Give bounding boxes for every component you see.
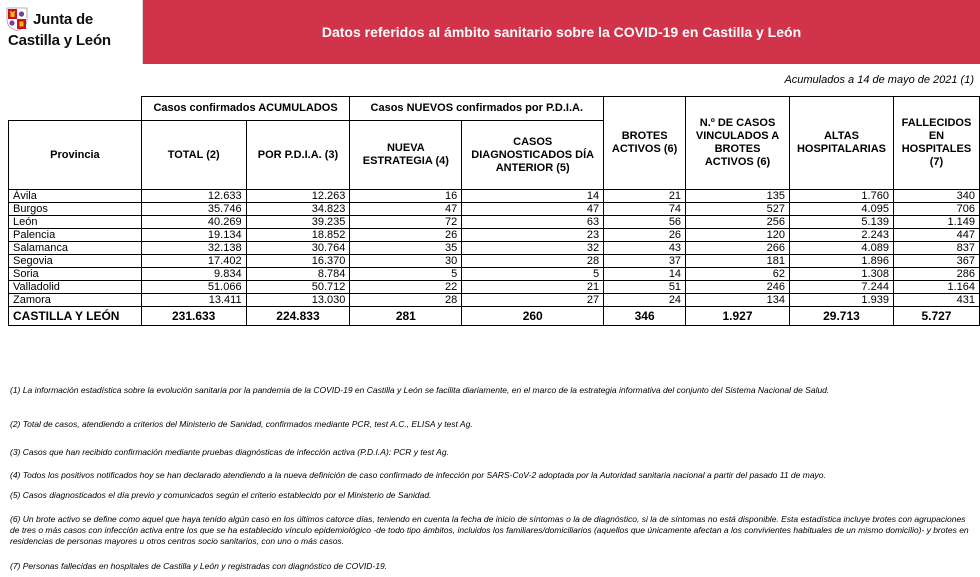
cell-vinculados: 266 — [686, 242, 790, 255]
cell-total: 19.134 — [141, 229, 246, 242]
cell-total: 17.402 — [141, 255, 246, 268]
cell-altas: 1.939 — [789, 294, 893, 307]
cell-nueva: 5 — [350, 268, 462, 281]
footnote-1: (1) La información estadística sobre la evolución sanitaria por la pandemia de la COVID-19 en Castilla y León se facilita diariamente, en el marco de la estrategia informativa del conjunto del Sistema Nacional de Salud. — [10, 385, 830, 395]
table-group-header-row — [9, 97, 980, 121]
cell-vinculados: 62 — [686, 268, 790, 281]
header-spacer — [9, 97, 142, 121]
junta-logo[interactable] — [0, 0, 143, 64]
cell-nueva: 35 — [350, 242, 462, 255]
header-pdia: POR P.D.I.A. (3) — [246, 121, 350, 190]
cell-diag: 32 — [462, 242, 604, 255]
cell-total: 35.746 — [141, 203, 246, 216]
cell-vinculados: 135 — [686, 190, 790, 203]
header-diagnosticados: CASOS DIAGNOSTICADOS DÍA ANTERIOR (5) — [462, 121, 604, 190]
total-cell-nueva: 281 — [350, 307, 462, 326]
cell-diag: 63 — [462, 216, 604, 229]
cell-diag: 23 — [462, 229, 604, 242]
cell-brotes: 51 — [604, 281, 686, 294]
cell-altas: 4.089 — [789, 242, 893, 255]
cell-altas: 2.243 — [789, 229, 893, 242]
cell-altas: 4.095 — [789, 203, 893, 216]
cell-pdia: 30.764 — [246, 242, 350, 255]
footnote-5: (5) Casos diagnosticados el día previo y comunicados según el criterio establecido por el Ministerio de Sanidad. — [10, 490, 432, 500]
group-header-nuevos: Casos NUEVOS confirmados por P.D.I.A. — [350, 97, 604, 121]
cell-fallecidos: 367 — [893, 255, 979, 268]
cell-brotes: 43 — [604, 242, 686, 255]
cell-brotes: 26 — [604, 229, 686, 242]
cell-brotes: 37 — [604, 255, 686, 268]
coat-of-arms-icon — [6, 7, 28, 31]
footnote-2: (2) Total de casos, atendiendo a criterios del Ministerio de Sanidad, confirmados mediante PCR, test A.C., ELISA y test Ag. — [10, 419, 473, 429]
total-cell-pdia: 224.833 — [246, 307, 350, 326]
cell-fallecidos: 340 — [893, 190, 979, 203]
header-vinculados: N.º DE CASOS VINCULADOS A BROTES ACTIVOS (6) — [686, 97, 790, 190]
cell-vinculados: 120 — [686, 229, 790, 242]
table-total-row — [9, 307, 980, 326]
total-cell-altas: 29.713 — [789, 307, 893, 326]
total-cell-diag: 260 — [462, 307, 604, 326]
cell-vinculados: 246 — [686, 281, 790, 294]
cell-pdia: 34.823 — [246, 203, 350, 216]
cell-nueva: 72 — [350, 216, 462, 229]
cell-total: 32.138 — [141, 242, 246, 255]
cell-nueva: 16 — [350, 190, 462, 203]
cell-vinculados: 527 — [686, 203, 790, 216]
total-cell-total: 231.633 — [141, 307, 246, 326]
cell-altas: 1.308 — [789, 268, 893, 281]
cell-brotes: 74 — [604, 203, 686, 216]
cell-fallecidos: 706 — [893, 203, 979, 216]
cell-diag: 27 — [462, 294, 604, 307]
cell-diag: 21 — [462, 281, 604, 294]
table-row — [9, 216, 980, 229]
header-nueva-estrategia: NUEVA ESTRATEGIA (4) — [350, 121, 462, 190]
cell-brotes: 56 — [604, 216, 686, 229]
cell-provincia: Valladolid — [9, 281, 142, 294]
cell-vinculados: 256 — [686, 216, 790, 229]
cell-nueva: 22 — [350, 281, 462, 294]
cell-pdia: 12.263 — [246, 190, 350, 203]
cell-provincia: Burgos — [9, 203, 142, 216]
table-row — [9, 229, 980, 242]
header-altas: ALTAS HOSPITALARIAS — [789, 97, 893, 190]
title-banner — [143, 0, 980, 64]
table-row — [9, 242, 980, 255]
cell-nueva: 28 — [350, 294, 462, 307]
logo-text-line1: Junta de — [33, 11, 94, 28]
cell-fallecidos: 447 — [893, 229, 979, 242]
header-brotes: BROTES ACTIVOS (6) — [604, 97, 686, 190]
cell-nueva: 30 — [350, 255, 462, 268]
cell-altas: 7.244 — [789, 281, 893, 294]
footnote-4: (4) Todos los positivos notificados hoy se han declarado atendiendo a la nueva definición de caso confirmado de infección por SARS-CoV-2 adoptada por la Autoridad sanitaria nacional a partir del pasado 11 de mayo. — [10, 470, 826, 480]
table-row — [9, 203, 980, 216]
cell-fallecidos: 1.164 — [893, 281, 979, 294]
cell-fallecidos: 1.149 — [893, 216, 979, 229]
cell-total: 40.269 — [141, 216, 246, 229]
cell-altas: 1.760 — [789, 190, 893, 203]
cell-fallecidos: 286 — [893, 268, 979, 281]
logo-text-line2: Castilla y León — [8, 32, 111, 49]
cell-altas: 5.139 — [789, 216, 893, 229]
total-label: CASTILLA Y LEÓN — [9, 307, 142, 326]
page-title: Datos referidos al ámbito sanitario sobre la COVID-19 en Castilla y León — [321, 24, 802, 40]
cell-diag: 28 — [462, 255, 604, 268]
cell-provincia: Ávila — [9, 190, 142, 203]
table-row — [9, 268, 980, 281]
cell-provincia: Zamora — [9, 294, 142, 307]
cell-brotes: 24 — [604, 294, 686, 307]
cell-diag: 14 — [462, 190, 604, 203]
footnote-7: (7) Personas fallecidas en hospitales de Castilla y León y registradas con diagnóstico de COVID-19. — [10, 561, 388, 571]
provinces-table — [8, 96, 980, 326]
total-cell-fallecidos: 5.727 — [893, 307, 979, 326]
cell-fallecidos: 431 — [893, 294, 979, 307]
cell-diag: 5 — [462, 268, 604, 281]
cell-diag: 47 — [462, 203, 604, 216]
footnote-6: (6) Un brote activo se define como aquel que haya tenido algún caso en los últimos catorce días, teniendo en cuenta la fecha de inicio de síntomas o la de diagnóstico, si la de síntomas no está disponible. Esta estadística incluye brotes con agrupaciones de tres o más casos con infección activa entre los que se ha establecido vínculo epidemiológico -de todo tipo ámbitos, incluidos los familiares/domiciliarios (aquellos que únicamente afectan a los convivientes habituales de un mismo domicilio)- y brotes en residencias de personas mayores u otros centros socio sanitarios, con uno o más casos. — [10, 514, 969, 546]
cell-pdia: 13.030 — [246, 294, 350, 307]
cell-provincia: Soria — [9, 268, 142, 281]
cell-vinculados: 134 — [686, 294, 790, 307]
table-row — [9, 294, 980, 307]
cell-provincia: Segovia — [9, 255, 142, 268]
table-row — [9, 190, 980, 203]
cell-pdia: 18.852 — [246, 229, 350, 242]
table-row — [9, 255, 980, 268]
header-total: TOTAL (2) — [141, 121, 246, 190]
table-row — [9, 281, 980, 294]
cell-provincia: Palencia — [9, 229, 142, 242]
cell-pdia: 39.235 — [246, 216, 350, 229]
cell-vinculados: 181 — [686, 255, 790, 268]
group-header-acumulados: Casos confirmados ACUMULADOS — [141, 97, 350, 121]
date-note: Acumulados a 14 de mayo de 2021 (1) — [784, 74, 974, 86]
footnote-3: (3) Casos que han recibido confirmación mediante pruebas diagnósticas de infección activa (P.D.I.A): PCR y test Ag. — [10, 447, 449, 457]
cell-altas: 1.896 — [789, 255, 893, 268]
cell-brotes: 21 — [604, 190, 686, 203]
cell-total: 9.834 — [141, 268, 246, 281]
cell-brotes: 14 — [604, 268, 686, 281]
header-fallecidos: FALLECIDOS EN HOSPITALES (7) — [893, 97, 979, 190]
cell-pdia: 8.784 — [246, 268, 350, 281]
cell-total: 51.066 — [141, 281, 246, 294]
cell-pdia: 16.370 — [246, 255, 350, 268]
cell-nueva: 47 — [350, 203, 462, 216]
cell-provincia: Salamanca — [9, 242, 142, 255]
cell-provincia: León — [9, 216, 142, 229]
cell-total: 13.411 — [141, 294, 246, 307]
cell-fallecidos: 837 — [893, 242, 979, 255]
total-cell-vinculados: 1.927 — [686, 307, 790, 326]
total-cell-brotes: 346 — [604, 307, 686, 326]
header-provincia: Provincia — [9, 121, 142, 190]
header — [0, 0, 980, 64]
cell-pdia: 50.712 — [246, 281, 350, 294]
cell-nueva: 26 — [350, 229, 462, 242]
cell-total: 12.633 — [141, 190, 246, 203]
